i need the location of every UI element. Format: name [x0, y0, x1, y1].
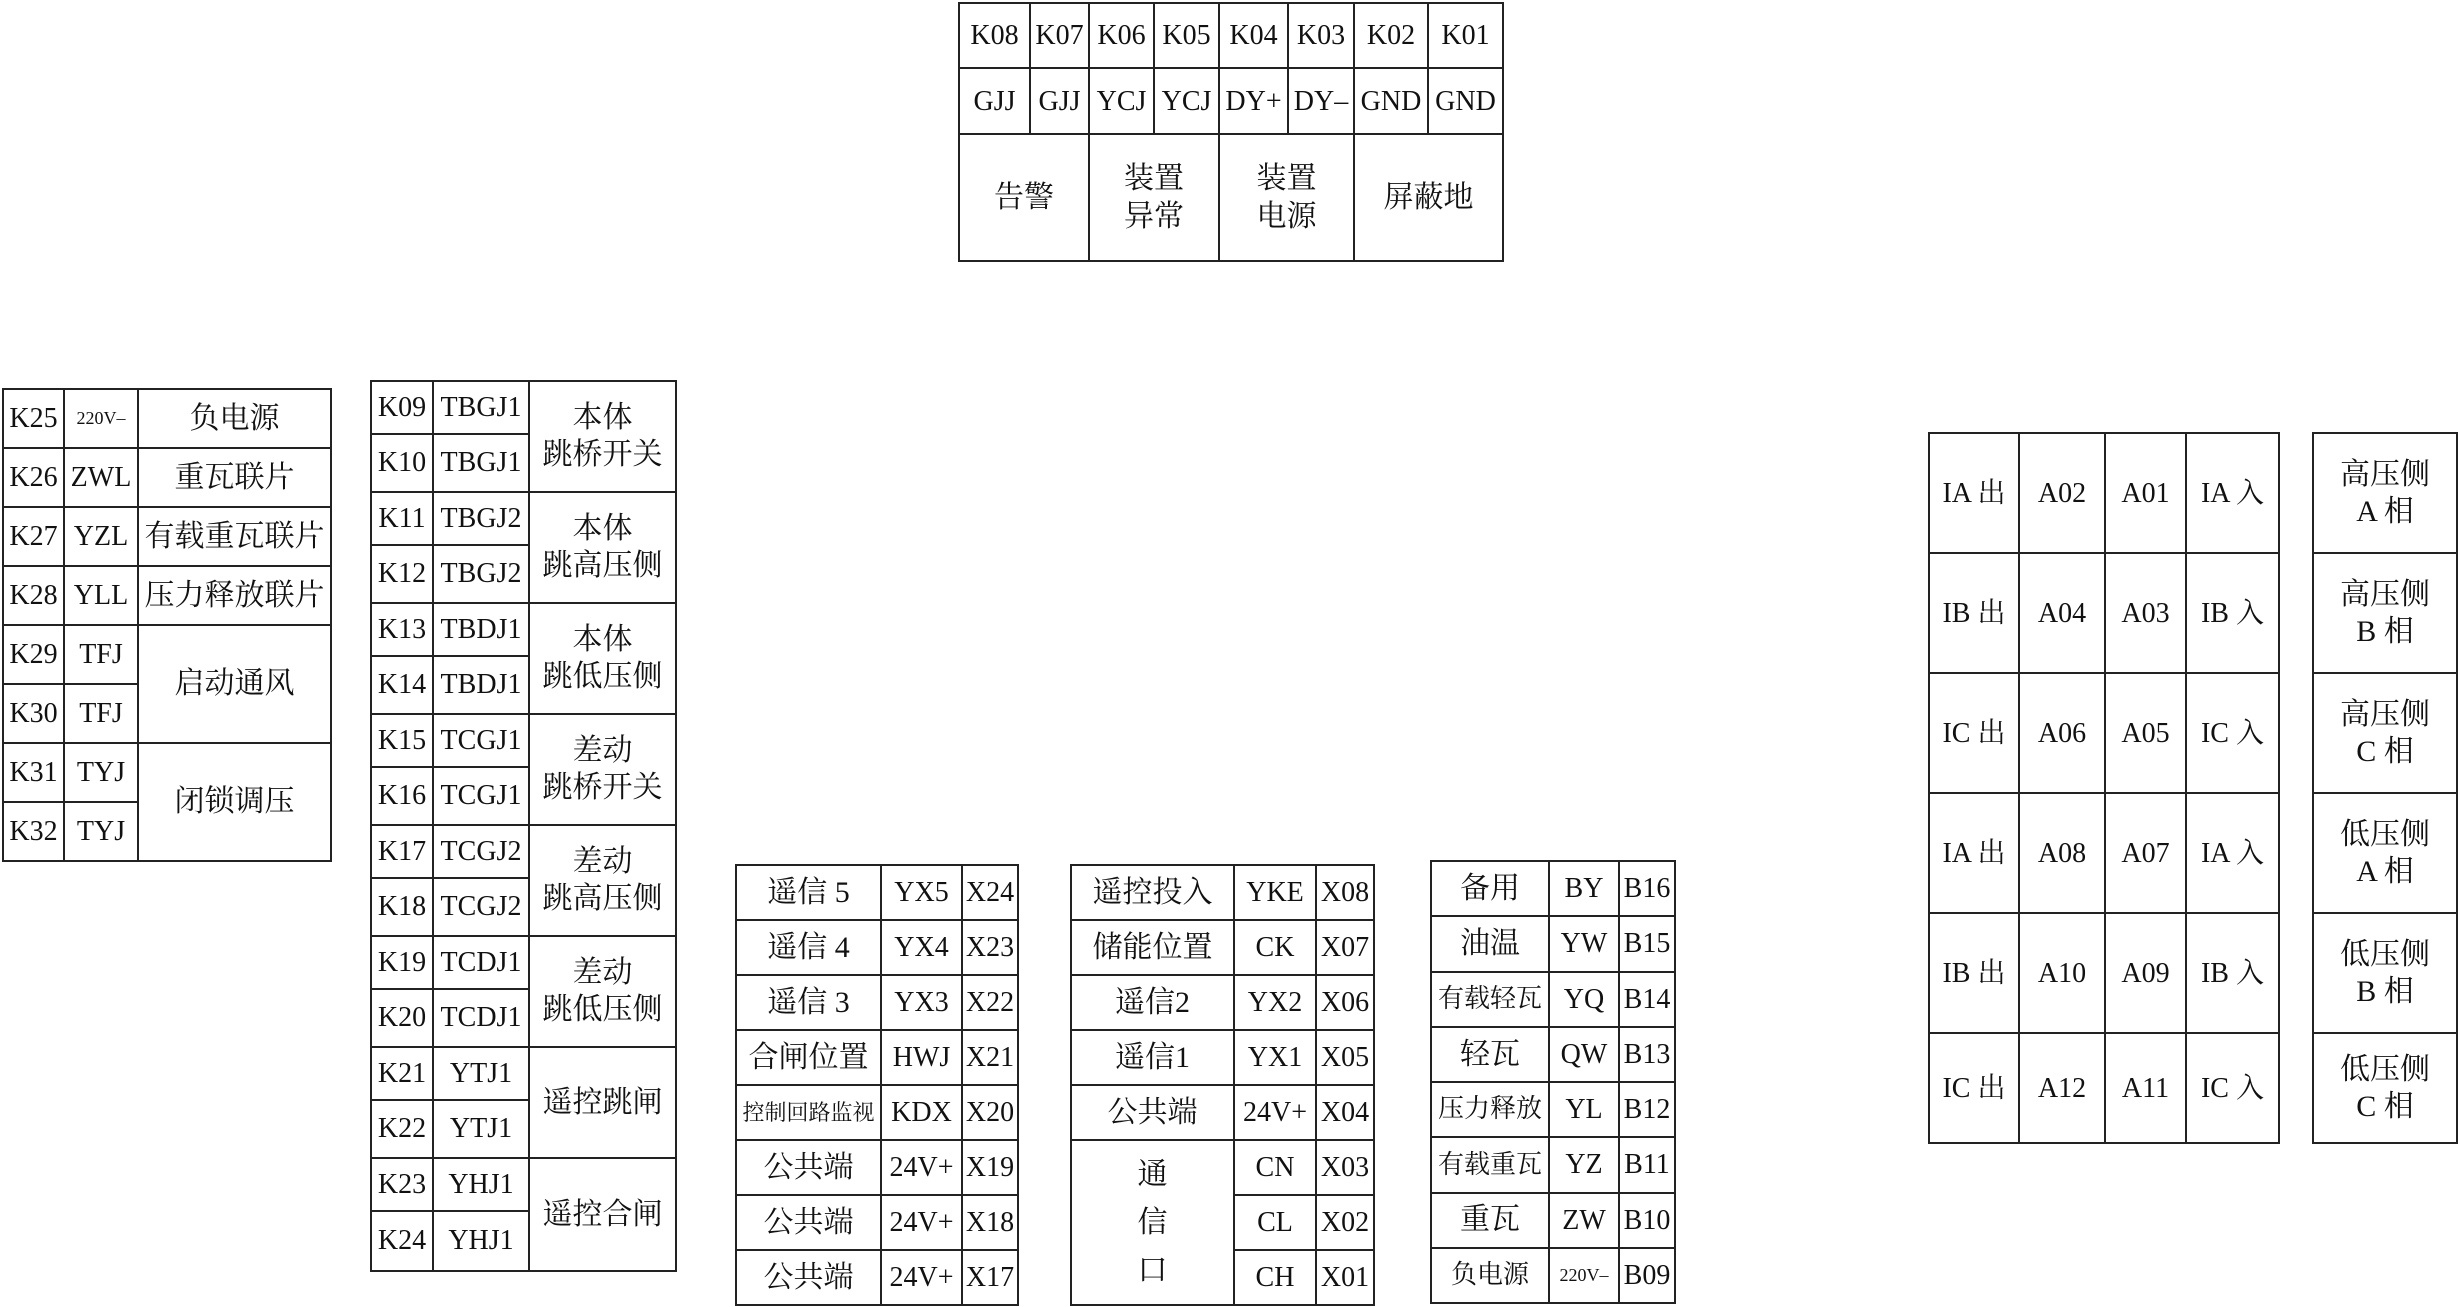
phase-label: 高压侧 B 相: [2313, 553, 2457, 673]
function-label: 轻瓦: [1431, 1027, 1549, 1082]
terminal-code: K26: [3, 448, 64, 507]
signal-label: 24V+: [881, 1195, 962, 1250]
terminal-block-b09-b16: [1430, 860, 1676, 1304]
terminal-code: K05: [1154, 3, 1219, 68]
terminal-code: K25: [3, 389, 64, 448]
comm-port-label: 通 信 口: [1071, 1140, 1234, 1305]
current-out-label: IA 出: [1929, 793, 2019, 913]
current-out-label: IB 出: [1929, 553, 2019, 673]
group-label: 装置 电源: [1219, 134, 1354, 261]
function-label: 本体 跳低压侧: [529, 603, 676, 714]
terminal-code: B13: [1619, 1027, 1675, 1082]
signal-label: YX2: [1234, 975, 1316, 1030]
terminal-code: K32: [3, 802, 64, 861]
current-in-label: IC 入: [2186, 673, 2279, 793]
terminal-code: K18: [371, 878, 433, 936]
signal-label: TCGJ2: [433, 878, 529, 936]
terminal-code: X21: [962, 1030, 1018, 1085]
function-label: 重瓦联片: [138, 448, 331, 507]
signal-label: ZWL: [64, 448, 138, 507]
current-out-label: IA 出: [1929, 433, 2019, 553]
terminal-code: A08: [2019, 793, 2105, 913]
terminal-code: X24: [962, 865, 1018, 920]
group-label: 告警: [959, 134, 1089, 261]
signal-label: YX5: [881, 865, 962, 920]
terminal-code: K29: [3, 625, 64, 684]
group-label: 屏蔽地: [1354, 134, 1503, 261]
terminal-code: X06: [1316, 975, 1374, 1030]
signal-label: TFJ: [64, 625, 138, 684]
function-label: 压力释放联片: [138, 566, 331, 625]
function-label: 差动 跳低压侧: [529, 936, 676, 1047]
signal-label: YHJ1: [433, 1211, 529, 1271]
signal-label: YTJ1: [433, 1100, 529, 1158]
terminal-code: A05: [2105, 673, 2186, 793]
current-out-label: IC 出: [1929, 1033, 2019, 1143]
terminal-code: K20: [371, 989, 433, 1047]
terminal-code: A06: [2019, 673, 2105, 793]
signal-label: QW: [1549, 1027, 1619, 1082]
terminal-code: X01: [1316, 1250, 1374, 1305]
terminal-code: B12: [1619, 1082, 1675, 1137]
signal-label: TCGJ1: [433, 714, 529, 767]
signal-label: HWJ: [881, 1030, 962, 1085]
phase-label: 低压侧 C 相: [2313, 1033, 2457, 1143]
function-label: 控制回路监视: [736, 1085, 881, 1140]
function-label: 有载重瓦联片: [138, 507, 331, 566]
current-out-label: IC 出: [1929, 673, 2019, 793]
terminal-code: X17: [962, 1250, 1018, 1305]
signal-label: YHJ1: [433, 1158, 529, 1211]
current-in-label: IB 入: [2186, 913, 2279, 1033]
terminal-code: A07: [2105, 793, 2186, 913]
terminal-code: K08: [959, 3, 1030, 68]
current-in-label: IA 入: [2186, 793, 2279, 913]
function-label: 闭锁调压: [138, 743, 331, 861]
signal-label: 24V+: [881, 1250, 962, 1305]
terminal-code: X19: [962, 1140, 1018, 1195]
signal-label: TYJ: [64, 743, 138, 802]
function-label: 遥信1: [1071, 1030, 1234, 1085]
terminal-code: K21: [371, 1047, 433, 1100]
terminal-code: B15: [1619, 916, 1675, 971]
terminal-code: A11: [2105, 1033, 2186, 1143]
signal-label: YCJ: [1089, 68, 1154, 134]
signal-label: DY–: [1288, 68, 1354, 134]
terminal-code: X03: [1316, 1140, 1374, 1195]
terminal-code: B09: [1619, 1248, 1675, 1303]
terminal-code: A04: [2019, 553, 2105, 673]
terminal-code: A12: [2019, 1033, 2105, 1143]
terminal-block-k01-k08: [958, 2, 1504, 262]
signal-label: GND: [1428, 68, 1503, 134]
terminal-code: K04: [1219, 3, 1288, 68]
function-label: 差动 跳桥开关: [529, 714, 676, 825]
signal-label: 220V–: [1549, 1248, 1619, 1303]
terminal-code: A09: [2105, 913, 2186, 1033]
function-label: 合闸位置: [736, 1030, 881, 1085]
signal-label: TFJ: [64, 684, 138, 743]
terminal-code: A03: [2105, 553, 2186, 673]
function-label: 公共端: [736, 1140, 881, 1195]
signal-label: TCGJ2: [433, 825, 529, 878]
terminal-code: K15: [371, 714, 433, 767]
signal-label: TBGJ1: [433, 381, 529, 434]
function-label: 负电源: [1431, 1248, 1549, 1303]
signal-label: YX1: [1234, 1030, 1316, 1085]
terminal-code: K30: [3, 684, 64, 743]
terminal-block-a01-a12: [1928, 432, 2280, 1144]
current-in-label: IB 入: [2186, 553, 2279, 673]
terminal-code: K17: [371, 825, 433, 878]
function-label: 遥控投入: [1071, 865, 1234, 920]
function-label: 公共端: [736, 1195, 881, 1250]
function-label: 启动通风: [138, 625, 331, 743]
signal-label: GJJ: [1030, 68, 1089, 134]
terminal-code: K13: [371, 603, 433, 656]
signal-label: GND: [1354, 68, 1428, 134]
signal-label: TCGJ1: [433, 767, 529, 825]
terminal-code: K02: [1354, 3, 1428, 68]
phase-label: 高压侧 A 相: [2313, 433, 2457, 553]
function-label: 备用: [1431, 861, 1549, 916]
terminal-block-x17-x24: [735, 864, 1019, 1306]
phase-label: 低压侧 A 相: [2313, 793, 2457, 913]
terminal-code: A01: [2105, 433, 2186, 553]
terminal-code: K24: [371, 1211, 433, 1271]
terminal-code: A02: [2019, 433, 2105, 553]
function-label: 压力释放: [1431, 1082, 1549, 1137]
terminal-code: X22: [962, 975, 1018, 1030]
signal-label: YLL: [64, 566, 138, 625]
terminal-code: K12: [371, 545, 433, 603]
signal-label: TBDJ1: [433, 603, 529, 656]
terminal-code: B11: [1619, 1137, 1675, 1192]
current-in-label: IA 入: [2186, 433, 2279, 553]
terminal-block-k25-k32: [2, 388, 332, 862]
signal-label: CL: [1234, 1195, 1316, 1250]
terminal-code: B10: [1619, 1193, 1675, 1248]
signal-label: YZL: [64, 507, 138, 566]
function-label: 差动 跳高压侧: [529, 825, 676, 936]
function-label: 有载重瓦: [1431, 1137, 1549, 1192]
terminal-block-k09-k24: [370, 380, 677, 1272]
terminal-code: X07: [1316, 920, 1374, 975]
function-label: 公共端: [1071, 1085, 1234, 1140]
phase-label: 高压侧 C 相: [2313, 673, 2457, 793]
current-out-label: IB 出: [1929, 913, 2019, 1033]
function-label: 重瓦: [1431, 1193, 1549, 1248]
current-in-label: IC 入: [2186, 1033, 2279, 1143]
signal-label: GJJ: [959, 68, 1030, 134]
function-label: 遥信 5: [736, 865, 881, 920]
terminal-code: X05: [1316, 1030, 1374, 1085]
terminal-code: K14: [371, 656, 433, 714]
terminal-code: B16: [1619, 861, 1675, 916]
signal-label: TBDJ1: [433, 656, 529, 714]
terminal-code: K06: [1089, 3, 1154, 68]
terminal-code: K27: [3, 507, 64, 566]
phase-label-column: [2312, 432, 2458, 1144]
signal-label: CN: [1234, 1140, 1316, 1195]
signal-label: TBGJ2: [433, 492, 529, 545]
terminal-block-x01-x08: [1070, 864, 1375, 1306]
terminal-code: K07: [1030, 3, 1089, 68]
terminal-code: K03: [1288, 3, 1354, 68]
terminal-code: X23: [962, 920, 1018, 975]
signal-label: DY+: [1219, 68, 1288, 134]
signal-label: TBGJ2: [433, 545, 529, 603]
function-label: 遥控跳闸: [529, 1047, 676, 1158]
signal-label: BY: [1549, 861, 1619, 916]
terminal-code: K11: [371, 492, 433, 545]
phase-label: 低压侧 B 相: [2313, 913, 2457, 1033]
terminal-code: K01: [1428, 3, 1503, 68]
terminal-code: K19: [371, 936, 433, 989]
terminal-code: X20: [962, 1085, 1018, 1140]
signal-label: TYJ: [64, 802, 138, 861]
signal-label: CH: [1234, 1250, 1316, 1305]
function-label: 储能位置: [1071, 920, 1234, 975]
signal-label: YZ: [1549, 1137, 1619, 1192]
terminal-code: X02: [1316, 1195, 1374, 1250]
signal-label: YQ: [1549, 972, 1619, 1027]
terminal-code: X08: [1316, 865, 1374, 920]
function-label: 有载轻瓦: [1431, 972, 1549, 1027]
terminal-code: K22: [371, 1100, 433, 1158]
terminal-code: K10: [371, 434, 433, 492]
terminal-code: K28: [3, 566, 64, 625]
terminal-code: K31: [3, 743, 64, 802]
signal-label: YKE: [1234, 865, 1316, 920]
signal-label: YCJ: [1154, 68, 1219, 134]
terminal-code: B14: [1619, 972, 1675, 1027]
signal-label: YW: [1549, 916, 1619, 971]
signal-label: TCDJ1: [433, 989, 529, 1047]
signal-label: KDX: [881, 1085, 962, 1140]
signal-label: TCDJ1: [433, 936, 529, 989]
signal-label: TBGJ1: [433, 434, 529, 492]
function-label: 遥信 3: [736, 975, 881, 1030]
function-label: 遥信2: [1071, 975, 1234, 1030]
signal-label: YX3: [881, 975, 962, 1030]
function-label: 遥信 4: [736, 920, 881, 975]
group-label: 装置 异常: [1089, 134, 1219, 261]
terminal-code: K23: [371, 1158, 433, 1211]
signal-label: YTJ1: [433, 1047, 529, 1100]
function-label: 负电源: [138, 389, 331, 448]
terminal-code: A10: [2019, 913, 2105, 1033]
signal-label: YL: [1549, 1082, 1619, 1137]
function-label: 遥控合闸: [529, 1158, 676, 1271]
signal-label: CK: [1234, 920, 1316, 975]
signal-label: 24V+: [1234, 1085, 1316, 1140]
signal-label: YX4: [881, 920, 962, 975]
terminal-code: X04: [1316, 1085, 1374, 1140]
signal-label: 220V–: [64, 389, 138, 448]
terminal-code: K09: [371, 381, 433, 434]
function-label: 本体 跳高压侧: [529, 492, 676, 603]
signal-label: ZW: [1549, 1193, 1619, 1248]
function-label: 油温: [1431, 916, 1549, 971]
function-label: 公共端: [736, 1250, 881, 1305]
terminal-code: K16: [371, 767, 433, 825]
signal-label: 24V+: [881, 1140, 962, 1195]
function-label: 本体 跳桥开关: [529, 381, 676, 492]
terminal-code: X18: [962, 1195, 1018, 1250]
